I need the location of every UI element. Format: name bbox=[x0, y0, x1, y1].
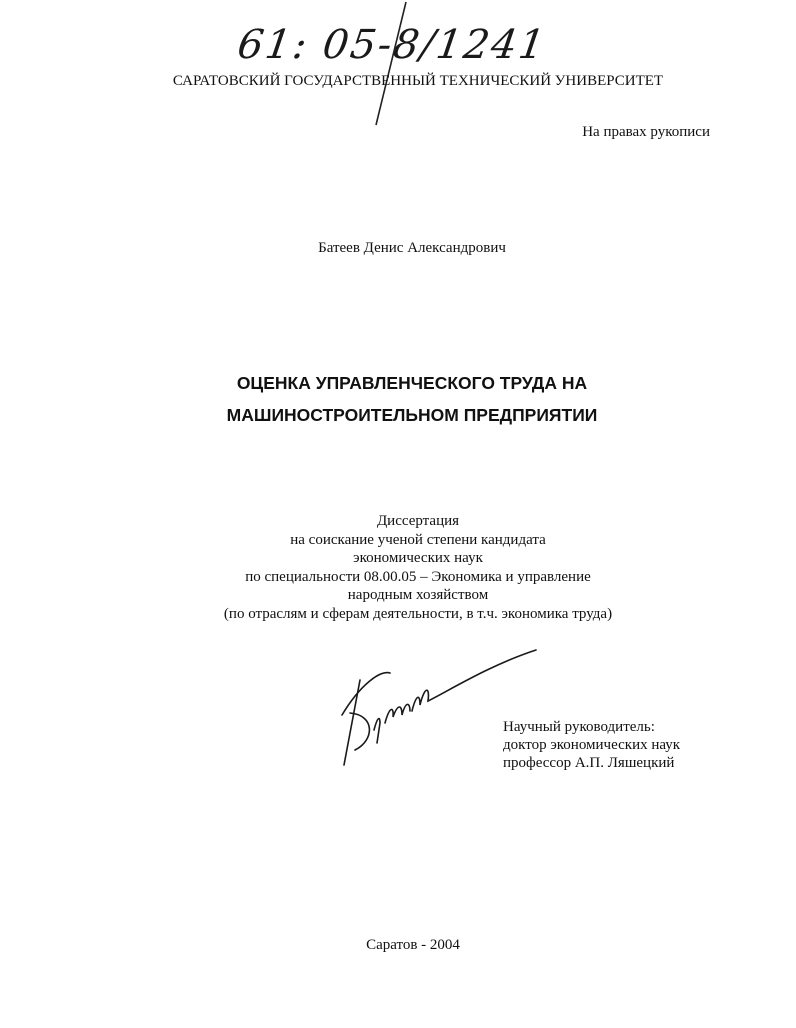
dissertation-line: по специальности 08.00.05 – Экономика и управление bbox=[245, 568, 591, 585]
dissertation-line: (по отраслям и сферам деятельности, в т.ч. экономика труда) bbox=[223, 605, 613, 622]
author-name: Батеев Денис Александрович bbox=[318, 240, 506, 256]
thesis-title-line-2: МАШИНОСТРОИТЕЛЬНОМ ПРЕДПРИЯТИИ bbox=[226, 405, 598, 425]
manuscript-rights: На правах рукописи bbox=[582, 124, 710, 140]
dissertation-line: экономических наук bbox=[353, 550, 483, 566]
supervisor-line: доктор экономических наук bbox=[503, 737, 681, 753]
thesis-title-line-1: ОЦЕНКА УПРАВЛЕНЧЕСКОГО ТРУДА НА bbox=[236, 373, 588, 393]
dissertation-line: на соискание ученой степени кандидата bbox=[290, 531, 546, 548]
handwritten-archive-code: 61: 05-8/1241 bbox=[234, 22, 550, 68]
university-name: САРАТОВСКИЙ ГОСУДАРСТВЕННЫЙ ТЕХНИЧЕСКИЙ УНИВЕРСИТЕТ bbox=[172, 73, 664, 89]
dissertation-info bbox=[0, 512, 796, 623]
dissertation-line: Диссертация bbox=[376, 513, 460, 529]
dissertation-line: народным хозяйством bbox=[347, 587, 489, 603]
city-year: Саратов - 2004 bbox=[366, 937, 460, 953]
handwritten-slash bbox=[370, 0, 410, 130]
supervisor-info bbox=[503, 718, 680, 772]
supervisor-line: Научный руководитель: bbox=[503, 719, 655, 735]
supervisor-line: профессор А.П. Ляшецкий bbox=[503, 755, 675, 771]
